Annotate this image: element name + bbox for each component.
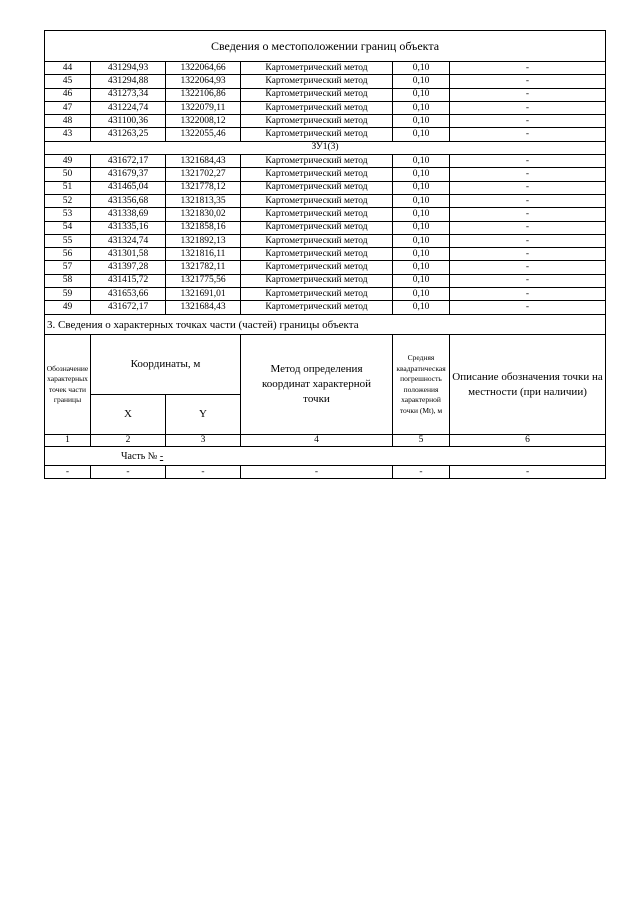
point-number-cell: 52 — [45, 194, 91, 207]
table-row — [45, 181, 606, 194]
point-number-cell: 54 — [45, 221, 91, 234]
x-coordinate-cell: 431679,37 — [91, 168, 166, 181]
header-mean-error: Средняя квадратическая погрешность положения характерной точки (Mt), м — [393, 335, 450, 435]
table-row — [45, 115, 606, 128]
description-cell: - — [450, 75, 606, 88]
method-cell: Картометрический метод — [241, 194, 393, 207]
table-row — [45, 221, 606, 234]
mean-error-cell: 0,10 — [393, 301, 450, 314]
section-title: Сведения о местоположении границ объекта — [45, 31, 606, 62]
method-cell: Картометрический метод — [241, 248, 393, 261]
description-cell: - — [450, 181, 606, 194]
table-row — [45, 274, 606, 287]
method-cell: Картометрический метод — [241, 155, 393, 168]
point-number-cell: 45 — [45, 75, 91, 88]
mean-error-cell: 0,10 — [393, 101, 450, 114]
description-cell: - — [450, 88, 606, 101]
table-row — [45, 261, 606, 274]
description-cell: - — [450, 288, 606, 301]
table-row — [45, 288, 606, 301]
point-number-cell: 49 — [45, 301, 91, 314]
table-row — [45, 168, 606, 181]
empty-cell: - — [91, 466, 166, 479]
x-coordinate-cell: 431335,16 — [91, 221, 166, 234]
method-cell: Картометрический метод — [241, 181, 393, 194]
x-coordinate-cell: 431263,25 — [91, 128, 166, 141]
y-coordinate-cell: 1322008,12 — [166, 115, 241, 128]
description-cell: - — [450, 128, 606, 141]
y-coordinate-cell: 1321684,43 — [166, 155, 241, 168]
x-coordinate-cell: 431672,17 — [91, 301, 166, 314]
y-coordinate-cell: 1321684,43 — [166, 301, 241, 314]
mean-error-cell: 0,10 — [393, 181, 450, 194]
description-cell: - — [450, 194, 606, 207]
point-number-cell: 49 — [45, 155, 91, 168]
mean-error-cell: 0,10 — [393, 221, 450, 234]
description-cell: - — [450, 155, 606, 168]
empty-points-row — [45, 466, 606, 479]
header-x: X — [91, 395, 166, 435]
y-coordinate-cell: 1322064,93 — [166, 75, 241, 88]
column-number: 2 — [91, 435, 166, 447]
y-coordinate-cell: 1322055,46 — [166, 128, 241, 141]
mean-error-cell: 0,10 — [393, 168, 450, 181]
column-numbers-row — [45, 435, 606, 447]
mean-error-cell: 0,10 — [393, 75, 450, 88]
x-coordinate-cell: 431465,04 — [91, 181, 166, 194]
empty-cell: - — [45, 466, 91, 479]
part-value: - — [159, 450, 164, 462]
description-cell: - — [450, 168, 606, 181]
method-cell: Картометрический метод — [241, 274, 393, 287]
y-coordinate-cell: 1321782,11 — [166, 261, 241, 274]
x-coordinate-cell: 431356,68 — [91, 194, 166, 207]
y-coordinate-cell: 1321775,56 — [166, 274, 241, 287]
section3-title: 3. Сведения о характерных точках части (частей) границы объекта — [45, 315, 606, 335]
table-row — [45, 101, 606, 114]
method-cell: Картометрический метод — [241, 75, 393, 88]
point-number-cell: 50 — [45, 168, 91, 181]
table-row — [45, 155, 606, 168]
method-cell: Картометрический метод — [241, 261, 393, 274]
point-number-cell: 47 — [45, 101, 91, 114]
x-coordinate-cell: 431294,88 — [91, 75, 166, 88]
mean-error-cell: 0,10 — [393, 208, 450, 221]
y-coordinate-cell: 1322079,11 — [166, 101, 241, 114]
group-label: ЗУ1(3) — [45, 141, 606, 154]
point-number-cell: 44 — [45, 62, 91, 75]
y-coordinate-cell: 1321858,16 — [166, 221, 241, 234]
x-coordinate-cell: 431224,74 — [91, 101, 166, 114]
description-cell: - — [450, 115, 606, 128]
y-coordinate-cell: 1321778,12 — [166, 181, 241, 194]
boundary-points-table — [44, 30, 606, 315]
header-coordinates: Координаты, м — [91, 335, 241, 395]
point-number-cell: 55 — [45, 234, 91, 247]
description-cell: - — [450, 248, 606, 261]
x-coordinate-cell: 431672,17 — [91, 155, 166, 168]
column-number: 4 — [241, 435, 393, 447]
mean-error-cell: 0,10 — [393, 274, 450, 287]
y-coordinate-cell: 1321892,13 — [166, 234, 241, 247]
description-cell: - — [450, 221, 606, 234]
group-row — [45, 141, 606, 154]
empty-cell: - — [241, 466, 393, 479]
mean-error-cell: 0,10 — [393, 234, 450, 247]
point-number-cell: 58 — [45, 274, 91, 287]
empty-cell: - — [166, 466, 241, 479]
header-method: Метод определения координат характерной точки — [241, 335, 393, 435]
description-cell: - — [450, 274, 606, 287]
mean-error-cell: 0,10 — [393, 288, 450, 301]
point-number-cell: 46 — [45, 88, 91, 101]
y-coordinate-cell: 1321830,02 — [166, 208, 241, 221]
mean-error-cell: 0,10 — [393, 115, 450, 128]
table-row — [45, 194, 606, 207]
point-number-cell: 51 — [45, 181, 91, 194]
table-row — [45, 128, 606, 141]
description-cell: - — [450, 301, 606, 314]
y-coordinate-cell: 1321702,27 — [166, 168, 241, 181]
method-cell: Картометрический метод — [241, 88, 393, 101]
mean-error-cell: 0,10 — [393, 62, 450, 75]
y-coordinate-cell: 1321813,35 — [166, 194, 241, 207]
point-number-cell: 43 — [45, 128, 91, 141]
x-coordinate-cell: 431338,69 — [91, 208, 166, 221]
y-coordinate-cell: 1321691,01 — [166, 288, 241, 301]
y-coordinate-cell: 1322064,66 — [166, 62, 241, 75]
mean-error-cell: 0,10 — [393, 261, 450, 274]
method-cell: Картометрический метод — [241, 101, 393, 114]
method-cell: Картометрический метод — [241, 301, 393, 314]
column-number: 1 — [45, 435, 91, 447]
mean-error-cell: 0,10 — [393, 248, 450, 261]
y-coordinate-cell: 1322106,86 — [166, 88, 241, 101]
description-cell: - — [450, 234, 606, 247]
point-number-cell: 48 — [45, 115, 91, 128]
method-cell: Картометрический метод — [241, 208, 393, 221]
part-points-table — [44, 314, 606, 479]
column-number: 6 — [450, 435, 606, 447]
x-coordinate-cell: 431653,66 — [91, 288, 166, 301]
mean-error-cell: 0,10 — [393, 88, 450, 101]
method-cell: Картометрический метод — [241, 128, 393, 141]
mean-error-cell: 0,10 — [393, 194, 450, 207]
description-cell: - — [450, 208, 606, 221]
mean-error-cell: 0,10 — [393, 155, 450, 168]
point-number-cell: 53 — [45, 208, 91, 221]
table-row — [45, 301, 606, 314]
empty-cell: - — [393, 466, 450, 479]
x-coordinate-cell: 431100,36 — [91, 115, 166, 128]
x-coordinate-cell: 431301,58 — [91, 248, 166, 261]
column-number: 5 — [393, 435, 450, 447]
column-number: 3 — [166, 435, 241, 447]
x-coordinate-cell: 431294,93 — [91, 62, 166, 75]
description-cell: - — [450, 261, 606, 274]
method-cell: Картометрический метод — [241, 288, 393, 301]
table-row — [45, 62, 606, 75]
method-cell: Картометрический метод — [241, 62, 393, 75]
table-row — [45, 75, 606, 88]
header-point-designation: Обозначение характерных точек части границы — [45, 335, 91, 435]
x-coordinate-cell: 431324,74 — [91, 234, 166, 247]
point-number-cell: 59 — [45, 288, 91, 301]
x-coordinate-cell: 431397,28 — [91, 261, 166, 274]
description-cell: - — [450, 101, 606, 114]
method-cell: Картометрический метод — [241, 115, 393, 128]
method-cell: Картометрический метод — [241, 221, 393, 234]
point-number-cell: 57 — [45, 261, 91, 274]
table-row — [45, 234, 606, 247]
mean-error-cell: 0,10 — [393, 128, 450, 141]
header-y: Y — [166, 395, 241, 435]
description-cell: - — [450, 62, 606, 75]
x-coordinate-cell: 431273,34 — [91, 88, 166, 101]
empty-cell: - — [450, 466, 606, 479]
part-number — [45, 447, 606, 466]
y-coordinate-cell: 1321816,11 — [166, 248, 241, 261]
method-cell: Картометрический метод — [241, 168, 393, 181]
header-description: Описание обозначения точки на местности (при наличии) — [450, 335, 606, 435]
method-cell: Картометрический метод — [241, 234, 393, 247]
point-number-cell: 56 — [45, 248, 91, 261]
table-row — [45, 88, 606, 101]
part-label: Часть № — [121, 450, 158, 462]
table-row — [45, 208, 606, 221]
table-row — [45, 248, 606, 261]
x-coordinate-cell: 431415,72 — [91, 274, 166, 287]
